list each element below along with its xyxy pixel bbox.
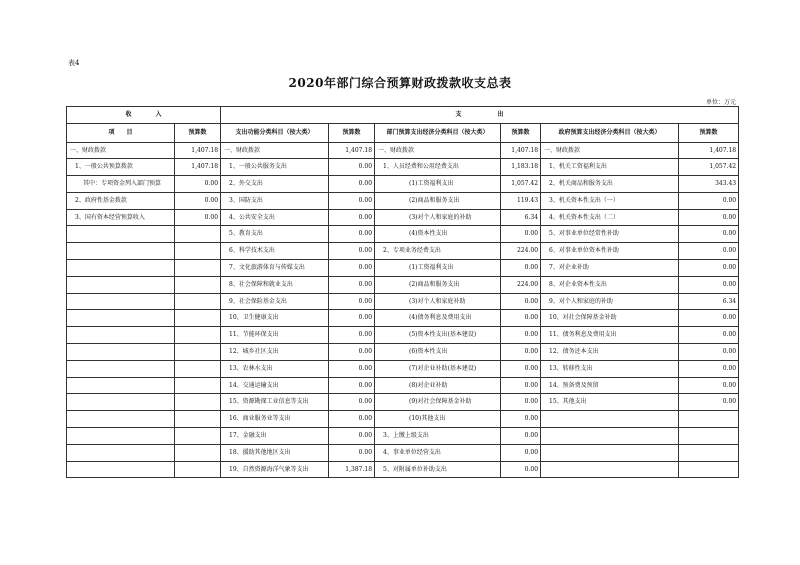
dept-item-cell: (4)债务利息及费用支出 — [375, 310, 501, 327]
func-amount-cell: 0.00 — [329, 377, 375, 394]
func-item-cell: 5、教育支出 — [221, 226, 329, 243]
func-item-cell: 1、一般公共服务支出 — [221, 159, 329, 176]
page-title: 2020年部门综合预算财政拨款收支总表 — [288, 76, 512, 90]
gov-item-cell — [541, 444, 679, 461]
column-header-row — [67, 123, 739, 142]
gov-item-cell: 3、机关资本性支出（一） — [541, 192, 679, 209]
col-header-dept-econ: 部门预算支出经济分类科目（按大类） — [375, 123, 501, 142]
income-amount-cell — [175, 293, 221, 310]
dept-item-cell: (8)对企业补助 — [375, 377, 501, 394]
income-amount-cell — [175, 276, 221, 293]
gov-item-cell: 一、财政拨款 — [541, 142, 679, 159]
table-row — [67, 344, 739, 361]
func-amount-cell: 1,387.18 — [329, 461, 375, 478]
dept-item-cell: 3、上缴上级支出 — [375, 428, 501, 445]
table-row — [67, 377, 739, 394]
gov-amount-cell: 6.34 — [679, 293, 739, 310]
income-amount-cell — [175, 243, 221, 260]
income-item-cell: 2、政府性基金拨款 — [67, 192, 175, 209]
dept-amount-cell: 0.00 — [501, 360, 541, 377]
col-header-budget: 预算数 — [501, 123, 541, 142]
income-amount-cell — [175, 327, 221, 344]
table-row — [67, 428, 739, 445]
dept-amount-cell: 0.00 — [501, 260, 541, 277]
func-amount-cell: 0.00 — [329, 360, 375, 377]
income-amount-cell — [175, 344, 221, 361]
col-header-budget: 预算数 — [679, 123, 739, 142]
func-item-cell: 19、自然资源海洋气象等支出 — [221, 461, 329, 478]
income-item-cell: 3、国有资本经营预算收入 — [67, 209, 175, 226]
dept-item-cell: 一、财政拨款 — [375, 142, 501, 159]
unit-label: 单位：万元 — [705, 99, 736, 106]
income-amount-cell — [175, 226, 221, 243]
income-amount-cell — [175, 260, 221, 277]
func-amount-cell: 0.00 — [329, 344, 375, 361]
dept-item-cell: (6)资本性支出 — [375, 344, 501, 361]
dept-item-cell: (9)对社会保障基金补助 — [375, 394, 501, 411]
table-row — [67, 209, 739, 226]
table-row — [67, 293, 739, 310]
dept-item-cell: 2、专项业务经费支出 — [375, 243, 501, 260]
dept-amount-cell: 224.00 — [501, 243, 541, 260]
income-item-cell — [67, 344, 175, 361]
gov-amount-cell: 0.00 — [679, 377, 739, 394]
group-header-row — [67, 107, 739, 124]
func-item-cell: 15、资源勘探工业信息等支出 — [221, 394, 329, 411]
func-amount-cell: 0.00 — [329, 411, 375, 428]
dept-amount-cell: 1,407.18 — [501, 142, 541, 159]
gov-amount-cell — [679, 444, 739, 461]
gov-item-cell: 10、对社会保障基金补助 — [541, 310, 679, 327]
func-item-cell: 3、国防支出 — [221, 192, 329, 209]
income-item-cell — [67, 444, 175, 461]
income-item-cell — [67, 293, 175, 310]
gov-amount-cell: 0.00 — [679, 260, 739, 277]
func-item-cell: 12、城乡社区支出 — [221, 344, 329, 361]
gov-item-cell: 1、机关工资福利支出 — [541, 159, 679, 176]
gov-item-cell: 4、机关资本性支出（二） — [541, 209, 679, 226]
dept-amount-cell: 119.43 — [501, 192, 541, 209]
gov-amount-cell: 0.00 — [679, 209, 739, 226]
expenditure-header: 支 出 — [221, 107, 739, 124]
gov-amount-cell: 0.00 — [679, 243, 739, 260]
income-item-cell — [67, 394, 175, 411]
income-amount-cell: 0.00 — [175, 209, 221, 226]
func-item-cell: 16、商业服务业等支出 — [221, 411, 329, 428]
table-row — [67, 360, 739, 377]
table-row — [67, 411, 739, 428]
table-row — [67, 176, 739, 193]
dept-amount-cell: 1,057.42 — [501, 176, 541, 193]
func-item-cell: 8、社会保障和就业支出 — [221, 276, 329, 293]
income-amount-cell — [175, 377, 221, 394]
gov-item-cell: 2、机关商品和服务支出 — [541, 176, 679, 193]
table-row — [67, 226, 739, 243]
gov-item-cell: 13、转移性支出 — [541, 360, 679, 377]
income-item-cell: 一、财政拨款 — [67, 142, 175, 159]
gov-amount-cell: 343.43 — [679, 176, 739, 193]
dept-item-cell: (5)资本性支出(基本建设) — [375, 327, 501, 344]
dept-item-cell: 5、对附属单位补助支出 — [375, 461, 501, 478]
func-item-cell: 2、外交支出 — [221, 176, 329, 193]
income-item-cell — [67, 377, 175, 394]
gov-item-cell: 8、对企业资本性支出 — [541, 276, 679, 293]
func-amount-cell: 0.00 — [329, 394, 375, 411]
table-label: 表4 — [68, 59, 80, 67]
dept-item-cell: (4)资本性支出 — [375, 226, 501, 243]
gov-amount-cell: 0.00 — [679, 192, 739, 209]
gov-amount-cell: 0.00 — [679, 344, 739, 361]
func-amount-cell: 0.00 — [329, 327, 375, 344]
func-item-cell: 14、交通运输支出 — [221, 377, 329, 394]
table-row — [67, 444, 739, 461]
income-amount-cell: 1,407.18 — [175, 159, 221, 176]
income-item-cell — [67, 276, 175, 293]
func-item-cell: 9、社会保险基金支出 — [221, 293, 329, 310]
dept-amount-cell: 0.00 — [501, 377, 541, 394]
dept-item-cell: (7)对企业补助(基本建设) — [375, 360, 501, 377]
dept-amount-cell: 0.00 — [501, 293, 541, 310]
func-amount-cell: 0.00 — [329, 293, 375, 310]
gov-amount-cell: 1,057.42 — [679, 159, 739, 176]
dept-item-cell: 1、人员经费和公用经费支出 — [375, 159, 501, 176]
income-header: 收 入 — [67, 107, 221, 124]
col-header-func-class: 支出功能分类科目（按大类） — [221, 123, 329, 142]
gov-item-cell — [541, 411, 679, 428]
gov-amount-cell — [679, 461, 739, 478]
col-header-gov-econ: 政府预算支出经济分类科目（按大类） — [541, 123, 679, 142]
table-row — [67, 159, 739, 176]
func-item-cell: 6、科学技术支出 — [221, 243, 329, 260]
func-amount-cell: 0.00 — [329, 159, 375, 176]
col-header-item: 项 目 — [67, 123, 175, 142]
gov-amount-cell: 0.00 — [679, 276, 739, 293]
gov-item-cell: 15、其他支出 — [541, 394, 679, 411]
income-item-cell — [67, 327, 175, 344]
income-amount-cell: 0.00 — [175, 192, 221, 209]
dept-amount-cell: 0.00 — [501, 226, 541, 243]
dept-amount-cell: 0.00 — [501, 394, 541, 411]
income-amount-cell — [175, 461, 221, 478]
gov-amount-cell — [679, 428, 739, 445]
func-item-cell: 7、文化旅游体育与传媒支出 — [221, 260, 329, 277]
gov-item-cell: 11、债务利息及费用支出 — [541, 327, 679, 344]
table-row — [67, 192, 739, 209]
table-row — [67, 310, 739, 327]
dept-item-cell: (1)工资福利支出 — [375, 176, 501, 193]
dept-item-cell: (2)商品和服务支出 — [375, 276, 501, 293]
func-item-cell: 18、援助其他地区支出 — [221, 444, 329, 461]
dept-amount-cell: 224.00 — [501, 276, 541, 293]
dept-item-cell: (3)对个人和家庭的补助 — [375, 209, 501, 226]
gov-amount-cell: 0.00 — [679, 310, 739, 327]
income-item-cell: 1、一般公共预算拨款 — [67, 159, 175, 176]
dept-item-cell: (1)工资福利支出 — [375, 260, 501, 277]
func-item-cell: 13、农林水支出 — [221, 360, 329, 377]
income-amount-cell: 0.00 — [175, 176, 221, 193]
func-amount-cell: 0.00 — [329, 428, 375, 445]
col-header-budget: 预算数 — [329, 123, 375, 142]
gov-amount-cell — [679, 411, 739, 428]
income-item-cell — [67, 461, 175, 478]
gov-item-cell — [541, 428, 679, 445]
func-amount-cell: 0.00 — [329, 192, 375, 209]
gov-amount-cell: 0.00 — [679, 394, 739, 411]
income-item-cell — [67, 428, 175, 445]
col-header-budget: 预算数 — [175, 123, 221, 142]
dept-amount-cell: 0.00 — [501, 310, 541, 327]
income-amount-cell — [175, 444, 221, 461]
gov-amount-cell: 1,407.18 — [679, 142, 739, 159]
income-item-cell — [67, 411, 175, 428]
income-amount-cell — [175, 428, 221, 445]
func-amount-cell: 0.00 — [329, 243, 375, 260]
gov-item-cell: 14、预备费及预留 — [541, 377, 679, 394]
func-amount-cell: 0.00 — [329, 276, 375, 293]
dept-amount-cell: 0.00 — [501, 344, 541, 361]
income-amount-cell — [175, 411, 221, 428]
func-amount-cell: 0.00 — [329, 209, 375, 226]
gov-item-cell: 9、对个人和家庭的补助 — [541, 293, 679, 310]
func-amount-cell: 0.00 — [329, 444, 375, 461]
func-amount-cell: 0.00 — [329, 310, 375, 327]
income-item-cell — [67, 310, 175, 327]
table-row — [67, 260, 739, 277]
table-row — [67, 327, 739, 344]
gov-item-cell — [541, 461, 679, 478]
func-item-cell: 11、节能环保支出 — [221, 327, 329, 344]
income-item-cell — [67, 360, 175, 377]
func-item-cell: 17、金融支出 — [221, 428, 329, 445]
dept-item-cell: 4、事业单位经营支出 — [375, 444, 501, 461]
table-row — [67, 142, 739, 159]
gov-amount-cell: 0.00 — [679, 327, 739, 344]
dept-amount-cell: 0.00 — [501, 327, 541, 344]
table-row — [67, 394, 739, 411]
budget-table — [66, 106, 739, 478]
func-item-cell: 一、财政拨款 — [221, 142, 329, 159]
gov-item-cell: 5、对事业单位经常性补助 — [541, 226, 679, 243]
dept-item-cell: (2)商品和服务支出 — [375, 192, 501, 209]
dept-amount-cell: 0.00 — [501, 444, 541, 461]
func-item-cell: 10、卫生健康支出 — [221, 310, 329, 327]
income-item-cell: 其中：专项资金列入部门预算 — [67, 176, 175, 193]
table-row — [67, 276, 739, 293]
dept-amount-cell: 0.00 — [501, 428, 541, 445]
income-item-cell — [67, 226, 175, 243]
dept-item-cell: (3)对个人和家庭补助 — [375, 293, 501, 310]
income-amount-cell — [175, 394, 221, 411]
gov-amount-cell: 0.00 — [679, 360, 739, 377]
gov-item-cell: 12、债务还本支出 — [541, 344, 679, 361]
income-amount-cell: 1,407.18 — [175, 142, 221, 159]
gov-amount-cell: 0.00 — [679, 226, 739, 243]
dept-amount-cell: 0.00 — [501, 411, 541, 428]
dept-amount-cell: 6.34 — [501, 209, 541, 226]
table-row — [67, 243, 739, 260]
table-row — [67, 461, 739, 478]
func-item-cell: 4、公共安全支出 — [221, 209, 329, 226]
func-amount-cell: 0.00 — [329, 176, 375, 193]
income-amount-cell — [175, 310, 221, 327]
income-item-cell — [67, 260, 175, 277]
dept-item-cell: (10)其他支出 — [375, 411, 501, 428]
func-amount-cell: 0.00 — [329, 260, 375, 277]
dept-amount-cell: 1,183.18 — [501, 159, 541, 176]
income-amount-cell — [175, 360, 221, 377]
income-item-cell — [67, 243, 175, 260]
func-amount-cell: 0.00 — [329, 226, 375, 243]
gov-item-cell: 6、对事业单位资本性补助 — [541, 243, 679, 260]
dept-amount-cell: 0.00 — [501, 461, 541, 478]
func-amount-cell: 1,407.18 — [329, 142, 375, 159]
gov-item-cell: 7、对企业补助 — [541, 260, 679, 277]
